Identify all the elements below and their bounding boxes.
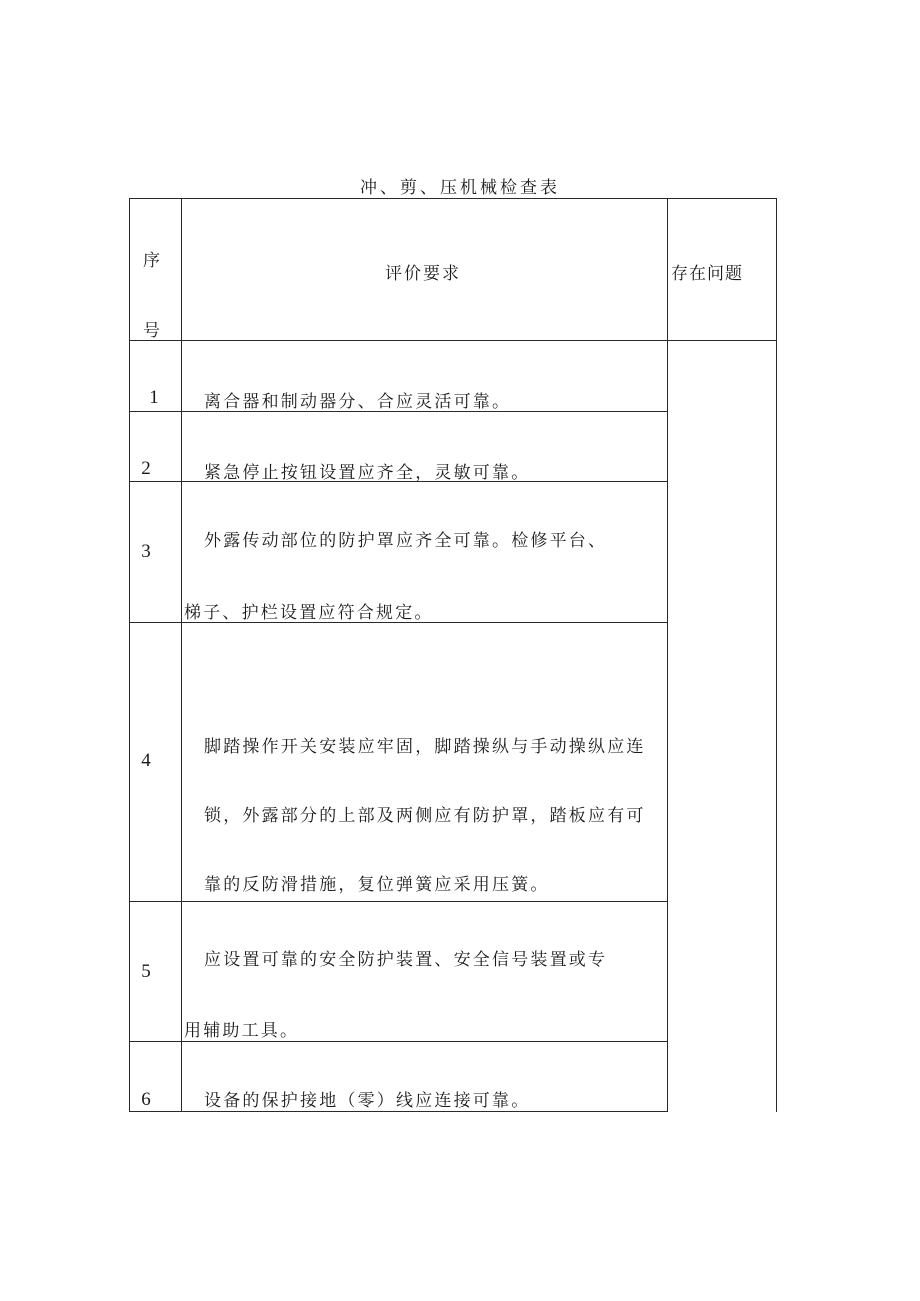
row-number: 4 — [141, 750, 151, 771]
row-text: 用辅助工具。 — [184, 1021, 300, 1041]
row-number: 2 — [141, 458, 151, 479]
row-number: 6 — [141, 1089, 151, 1110]
row-text: 脚踏操作开关安装应牢固，脚踏操纵与手动操纵应连 — [204, 737, 646, 757]
row-number: 3 — [141, 541, 151, 562]
header-issues: 存在问题 — [671, 264, 743, 284]
row-divider — [129, 901, 667, 902]
header-seq-top: 序 — [143, 251, 161, 271]
column-divider — [667, 198, 668, 1112]
row-text: 离合器和制动器分、合应灵活可靠。 — [204, 392, 512, 412]
row-number: 1 — [149, 387, 159, 408]
row-divider — [129, 1041, 667, 1042]
table-border-top — [129, 198, 776, 199]
row-divider — [129, 1111, 667, 1112]
row-divider — [129, 340, 776, 341]
row-text: 紧急停止按钮设置应齐全，灵敏可靠。 — [204, 463, 531, 483]
row-text: 锁，外露部分的上部及两侧应有防护罩，踏板应有可 — [204, 806, 646, 826]
row-text: 外露传动部位的防护罩应齐全可靠。检修平台、 — [204, 531, 608, 551]
page-title: 冲、剪、压机械检查表 — [360, 178, 560, 198]
row-text: 应设置可靠的安全防护装置、安全信号装置或专 — [204, 950, 608, 970]
row-text: 梯子、护栏设置应符合规定。 — [184, 603, 434, 623]
header-requirement: 评价要求 — [385, 264, 461, 284]
row-number: 5 — [141, 961, 151, 982]
table-border-right — [776, 198, 777, 1112]
row-text: 靠的反防滑措施，复位弹簧应采用压簧。 — [204, 875, 550, 895]
column-divider — [181, 198, 182, 1112]
header-seq-bottom: 号 — [143, 321, 161, 341]
row-text: 设备的保护接地（零）线应连接可靠。 — [204, 1091, 531, 1111]
